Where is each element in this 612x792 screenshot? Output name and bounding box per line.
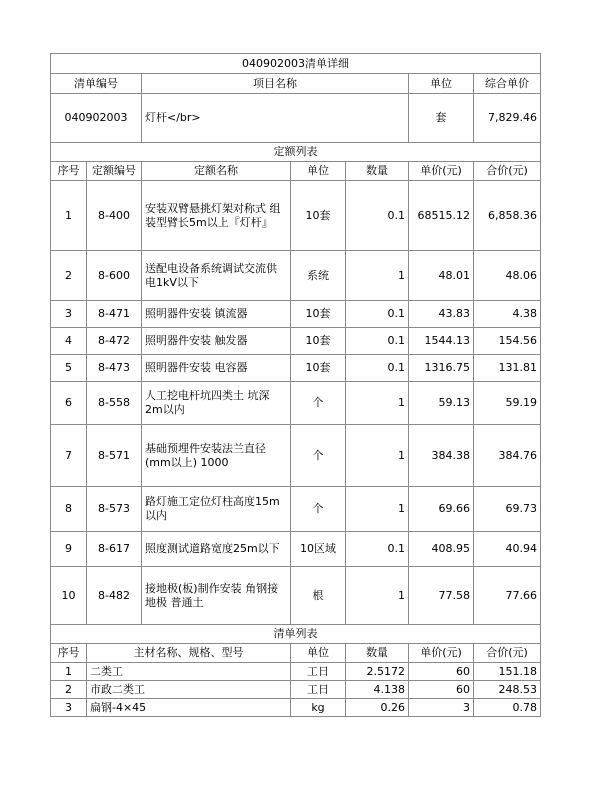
material-price-header: 单价(元) xyxy=(409,644,474,663)
material-price: 3 xyxy=(409,699,474,717)
quota-qty: 0.1 xyxy=(346,301,409,328)
material-name: 市政二类工 xyxy=(87,681,291,699)
quota-name: 送配电设备系统调试交流供电1kV以下 xyxy=(142,251,291,301)
quota-total: 69.73 xyxy=(474,487,541,532)
quota-price: 1544.13 xyxy=(409,328,474,355)
quota-seq-header: 序号 xyxy=(51,162,87,181)
quota-name: 路灯施工定位灯柱高度15m以内 xyxy=(142,487,291,532)
bill-price-header: 综合单价 xyxy=(474,74,541,94)
quota-row xyxy=(51,567,541,625)
quota-code: 8-482 xyxy=(87,567,142,625)
quota-total: 6,858.36 xyxy=(474,181,541,251)
quota-unit: 个 xyxy=(291,425,346,487)
bill-unit-header: 单位 xyxy=(409,74,474,94)
material-qty: 4.138 xyxy=(346,681,409,699)
quota-code: 8-472 xyxy=(87,328,142,355)
quota-qty: 0.1 xyxy=(346,328,409,355)
quota-section-title-row xyxy=(51,143,541,162)
bill-name-header: 项目名称 xyxy=(142,74,409,94)
material-price: 60 xyxy=(409,681,474,699)
quota-qty: 1 xyxy=(346,487,409,532)
quota-seq: 1 xyxy=(51,181,87,251)
quota-unit: 10套 xyxy=(291,355,346,382)
quota-price: 43.83 xyxy=(409,301,474,328)
quota-unit: 个 xyxy=(291,382,346,425)
quota-total-header: 合价(元) xyxy=(474,162,541,181)
quota-name-header: 定额名称 xyxy=(142,162,291,181)
material-unit: kg xyxy=(291,699,346,717)
material-row xyxy=(51,681,541,699)
quota-price: 68515.12 xyxy=(409,181,474,251)
material-qty-header: 数量 xyxy=(346,644,409,663)
quota-total: 59.19 xyxy=(474,382,541,425)
quota-price: 59.13 xyxy=(409,382,474,425)
quota-code: 8-600 xyxy=(87,251,142,301)
quota-unit: 根 xyxy=(291,567,346,625)
quota-code: 8-573 xyxy=(87,487,142,532)
quota-name: 基础预埋件安装法兰直径(mm以上) 1000 xyxy=(142,425,291,487)
material-unit: 工日 xyxy=(291,681,346,699)
material-name-header: 主材名称、规格、型号 xyxy=(87,644,291,663)
bill-unit: 套 xyxy=(409,94,474,143)
quota-qty-header: 数量 xyxy=(346,162,409,181)
quota-total: 48.06 xyxy=(474,251,541,301)
quota-unit: 10套 xyxy=(291,301,346,328)
material-total: 151.18 xyxy=(474,663,541,681)
quota-unit: 10套 xyxy=(291,181,346,251)
material-name: 扁钢-4×45 xyxy=(87,699,291,717)
quota-price: 69.66 xyxy=(409,487,474,532)
material-qty: 2.5172 xyxy=(346,663,409,681)
quota-name: 安装双臂悬挑灯架对称式 组装型臂长5m以上『灯杆』 xyxy=(142,181,291,251)
bill-price: 7,829.46 xyxy=(474,94,541,143)
quota-seq: 4 xyxy=(51,328,87,355)
quota-name: 照明器件安装 触发器 xyxy=(142,328,291,355)
quota-row xyxy=(51,382,541,425)
quota-row xyxy=(51,328,541,355)
material-section-title: 清单列表 xyxy=(51,625,541,644)
quota-qty: 0.1 xyxy=(346,181,409,251)
quota-total: 131.81 xyxy=(474,355,541,382)
material-row xyxy=(51,663,541,681)
quota-header-row xyxy=(51,162,541,181)
quota-price: 1316.75 xyxy=(409,355,474,382)
quota-unit: 系统 xyxy=(291,251,346,301)
quota-row xyxy=(51,355,541,382)
quota-row xyxy=(51,425,541,487)
material-seq: 1 xyxy=(51,663,87,681)
quota-code: 8-558 xyxy=(87,382,142,425)
quota-price: 408.95 xyxy=(409,532,474,567)
material-header-row xyxy=(51,644,541,663)
quota-price: 384.38 xyxy=(409,425,474,487)
material-total: 248.53 xyxy=(474,681,541,699)
material-section-title-row xyxy=(51,625,541,644)
bill-code: 040902003 xyxy=(51,94,142,143)
quota-price-header: 单价(元) xyxy=(409,162,474,181)
bill-code-header: 清单编号 xyxy=(51,74,142,94)
quota-price: 48.01 xyxy=(409,251,474,301)
quota-total: 4.38 xyxy=(474,301,541,328)
quota-total: 154.56 xyxy=(474,328,541,355)
material-unit: 工日 xyxy=(291,663,346,681)
quota-qty: 1 xyxy=(346,567,409,625)
quota-section-title: 定额列表 xyxy=(51,143,541,162)
material-row xyxy=(51,699,541,717)
quota-code: 8-617 xyxy=(87,532,142,567)
quota-name: 人工挖电杆坑四类土 坑深2m以内 xyxy=(142,382,291,425)
bill-item-row xyxy=(51,94,541,143)
quota-code-header: 定额编号 xyxy=(87,162,142,181)
quota-name: 照度测试道路宽度25m以下 xyxy=(142,532,291,567)
quota-qty: 0.1 xyxy=(346,355,409,382)
quota-name: 照明器件安装 电容器 xyxy=(142,355,291,382)
bill-header-row xyxy=(51,74,541,94)
quota-seq: 9 xyxy=(51,532,87,567)
material-seq: 3 xyxy=(51,699,87,717)
quota-row xyxy=(51,487,541,532)
quota-code: 8-571 xyxy=(87,425,142,487)
quota-seq: 8 xyxy=(51,487,87,532)
quota-row xyxy=(51,251,541,301)
quota-name: 接地极(板)制作安装 角钢接地极 普通土 xyxy=(142,567,291,625)
quota-seq: 6 xyxy=(51,382,87,425)
quota-qty: 1 xyxy=(346,251,409,301)
quota-qty: 1 xyxy=(346,382,409,425)
material-unit-header: 单位 xyxy=(291,644,346,663)
material-seq-header: 序号 xyxy=(51,644,87,663)
quota-seq: 10 xyxy=(51,567,87,625)
quota-seq: 7 xyxy=(51,425,87,487)
bill-name: 灯杆</br> xyxy=(142,94,409,143)
material-name: 二类工 xyxy=(87,663,291,681)
quota-unit: 个 xyxy=(291,487,346,532)
quota-row xyxy=(51,301,541,328)
quota-seq: 3 xyxy=(51,301,87,328)
bill-detail-table xyxy=(50,53,541,717)
quota-price: 77.58 xyxy=(409,567,474,625)
material-total: 0.78 xyxy=(474,699,541,717)
quota-row xyxy=(51,181,541,251)
quota-unit: 10区域 xyxy=(291,532,346,567)
quota-name: 照明器件安装 镇流器 xyxy=(142,301,291,328)
material-seq: 2 xyxy=(51,681,87,699)
quota-qty: 1 xyxy=(346,425,409,487)
quota-total: 384.76 xyxy=(474,425,541,487)
quota-seq: 2 xyxy=(51,251,87,301)
quota-qty: 0.1 xyxy=(346,532,409,567)
quota-unit: 10套 xyxy=(291,328,346,355)
material-price: 60 xyxy=(409,663,474,681)
quota-unit-header: 单位 xyxy=(291,162,346,181)
quota-code: 8-473 xyxy=(87,355,142,382)
material-total-header: 合价(元) xyxy=(474,644,541,663)
quota-row xyxy=(51,532,541,567)
quota-code: 8-400 xyxy=(87,181,142,251)
quota-total: 77.66 xyxy=(474,567,541,625)
quota-seq: 5 xyxy=(51,355,87,382)
quota-total: 40.94 xyxy=(474,532,541,567)
material-qty: 0.26 xyxy=(346,699,409,717)
page-title: 040902003清单详细 xyxy=(51,54,541,74)
quota-code: 8-471 xyxy=(87,301,142,328)
